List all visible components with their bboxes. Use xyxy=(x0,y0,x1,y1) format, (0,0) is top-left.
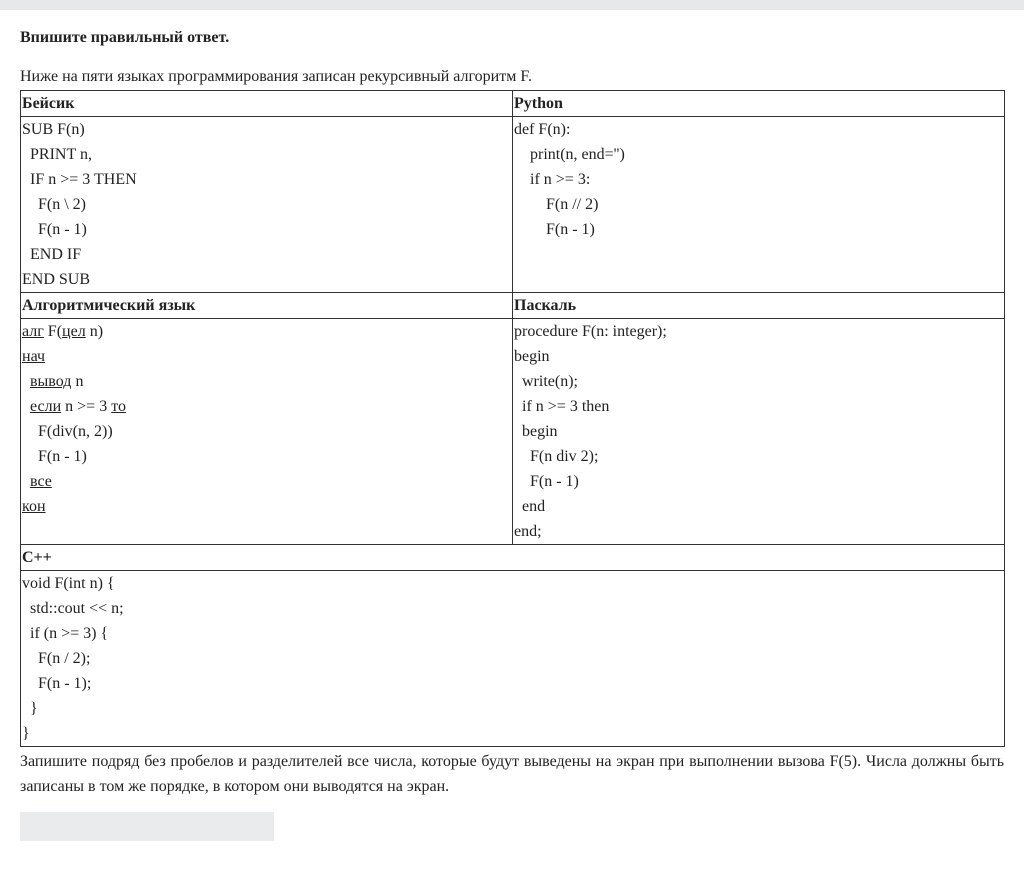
task-intro: Ниже на пяти языках программирования записан рекурсивный алгоритм F. xyxy=(20,68,532,85)
basic-header: Бейсик xyxy=(21,91,513,117)
code-table xyxy=(20,90,1005,747)
code-line: F(n / 2); xyxy=(22,650,91,667)
instruction-heading: Впишите правильный ответ. xyxy=(20,29,230,46)
task-question: Запишите подряд без пробелов и разделителей все числа, которые будут выведены на экран при выполнении вызова F(5). Числа должны быть записаны в том же порядке, в котором они выводятся на экран. xyxy=(20,753,1004,795)
code-line: F(n \ 2) xyxy=(22,196,86,213)
code-line: begin xyxy=(514,423,558,440)
code-line: F(n - 1) xyxy=(514,473,579,490)
code-line: write(n); xyxy=(514,373,578,390)
code-text: F( xyxy=(43,323,63,340)
code-line: F(n - 1) xyxy=(22,221,87,238)
code-line: } xyxy=(22,725,30,742)
code-line: IF n >= 3 THEN xyxy=(22,171,137,188)
algo-header: Алгоритмический язык xyxy=(21,293,513,319)
answer-input[interactable] xyxy=(20,812,274,841)
top-bar xyxy=(0,0,1024,10)
basic-code xyxy=(21,117,513,293)
keyword-kon: кон xyxy=(22,498,46,515)
code-text: n) xyxy=(85,323,104,340)
keyword-esli: если xyxy=(30,398,62,415)
algo-code xyxy=(21,319,513,545)
keyword-vse: все xyxy=(30,473,52,490)
code-line: END IF xyxy=(22,246,82,263)
python-header: Python xyxy=(513,91,1005,117)
code-text: n >= 3 xyxy=(61,398,112,415)
code-line: print(n, end='') xyxy=(514,146,625,163)
pascal-code xyxy=(513,319,1005,545)
code-line: def F(n): xyxy=(514,121,571,138)
keyword-nach: нач xyxy=(22,348,46,365)
code-line: SUB F(n) xyxy=(22,121,85,138)
code-line xyxy=(22,469,512,494)
code-line: begin xyxy=(514,348,550,365)
cpp-header: C++ xyxy=(21,545,1005,571)
cpp-code xyxy=(21,571,1005,747)
code-line: void F(int n) { xyxy=(22,575,115,592)
task-content xyxy=(20,10,1004,841)
code-text: n xyxy=(71,373,84,390)
code-line: if n >= 3 then xyxy=(514,398,610,415)
keyword-to: то xyxy=(111,398,126,415)
code-line: F(n div 2); xyxy=(514,448,599,465)
code-line: } xyxy=(22,700,38,717)
code-line: F(n // 2) xyxy=(514,196,599,213)
python-code xyxy=(513,117,1005,293)
code-line: procedure F(n: integer); xyxy=(514,323,667,340)
code-line: if (n >= 3) { xyxy=(22,625,109,642)
code-line: F(n - 1) xyxy=(22,448,87,465)
pascal-header: Паскаль xyxy=(513,293,1005,319)
code-line: if n >= 3: xyxy=(514,171,591,188)
keyword-cel: цел xyxy=(62,323,86,340)
code-line xyxy=(22,319,512,344)
keyword-alg: алг xyxy=(22,323,44,340)
code-line xyxy=(22,369,512,394)
code-line: F(n - 1); xyxy=(22,675,92,692)
code-line xyxy=(22,394,512,419)
code-line: PRINT n, xyxy=(22,146,92,163)
code-line xyxy=(22,494,512,519)
code-line: std::cout << n; xyxy=(22,600,124,617)
code-line xyxy=(22,344,512,369)
code-line: F(n - 1) xyxy=(514,221,595,238)
keyword-vyvod: вывод xyxy=(30,373,72,390)
code-line: END SUB xyxy=(22,271,91,288)
code-line: end xyxy=(514,498,546,515)
code-line: end; xyxy=(514,523,542,540)
code-line: F(div(n, 2)) xyxy=(22,423,113,440)
